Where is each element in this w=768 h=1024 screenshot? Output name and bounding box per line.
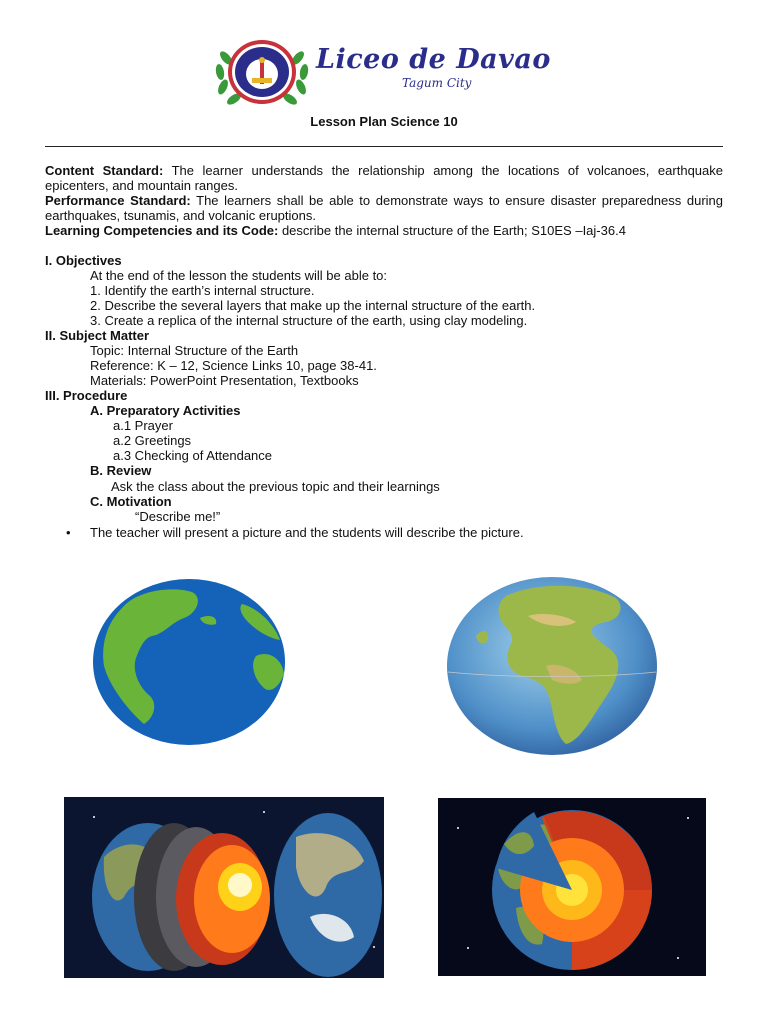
- preparatory-heading: A. Preparatory Activities: [90, 403, 241, 418]
- performance-standard-label: Performance Standard:: [45, 193, 191, 208]
- globe-africa-image: [446, 576, 658, 756]
- subject-materials: Materials: PowerPoint Presentation, Textbooks: [90, 373, 359, 388]
- review-heading: B. Review: [90, 463, 152, 478]
- content-standard: [45, 163, 723, 193]
- procedure-heading: III. Procedure: [45, 388, 128, 403]
- preparatory-item: a.1 Prayer: [113, 418, 173, 433]
- subject-topic: Topic: Internal Structure of the Earth: [90, 343, 299, 358]
- school-name: Liceo de Davao: [316, 44, 551, 75]
- motivation-heading: C. Motivation: [90, 494, 172, 509]
- objective-item: 1. Identify the earth’s internal structure.: [90, 283, 315, 298]
- performance-standard: [45, 193, 723, 223]
- header-divider: [45, 146, 723, 147]
- objectives-intro: At the end of the lesson the students will be able to:: [90, 268, 388, 283]
- preparatory-item: a.3 Checking of Attendance: [113, 448, 273, 463]
- motivation-quote: “Describe me!”: [135, 509, 221, 524]
- learning-competency-text: describe the internal structure of the Earth; S10ES –Iaj-36.4: [281, 223, 626, 238]
- review-text: Ask the class about the previous topic and their learnings: [111, 479, 440, 494]
- school-seal-icon: [212, 34, 312, 114]
- objective-item: 2. Describe the several layers that make up the internal structure of the earth.: [90, 298, 536, 313]
- performance-standard-text: The learners shall be able to demonstrate ways to ensure disaster preparedness during earthquakes, tsunamis, and volcanic eruptions.: [45, 193, 723, 223]
- earth-layers-cutaway-image: [64, 797, 384, 978]
- learning-competency-label: Learning Competencies and its Code:: [45, 223, 279, 238]
- school-city: Tagum City: [402, 76, 472, 90]
- bullet-text: The teacher will present a picture and the students will describe the picture.: [90, 525, 524, 540]
- earth-interior-image: [438, 798, 706, 976]
- preparatory-item: a.2 Greetings: [113, 433, 192, 448]
- content-standard-label: Content Standard:: [45, 163, 164, 178]
- objective-item: 3. Create a replica of the internal structure of the earth, using clay modeling.: [90, 313, 528, 328]
- subject-reference: Reference: K – 12, Science Links 10, page 38-41.: [90, 358, 377, 373]
- bullet-icon: •: [66, 525, 71, 540]
- objectives-heading: I. Objectives: [45, 253, 122, 268]
- school-logo: [212, 34, 562, 114]
- document-title: Lesson Plan Science 10: [310, 114, 458, 129]
- bullet-item: [66, 525, 71, 540]
- globe-americas-image: [92, 578, 286, 746]
- content-standard-text: The learner understands the relationship among the locations of volcanoes, earthquake epicenters, and mountain ranges.: [45, 163, 723, 193]
- learning-competency: [45, 223, 626, 238]
- subject-matter-heading: II. Subject Matter: [45, 328, 150, 343]
